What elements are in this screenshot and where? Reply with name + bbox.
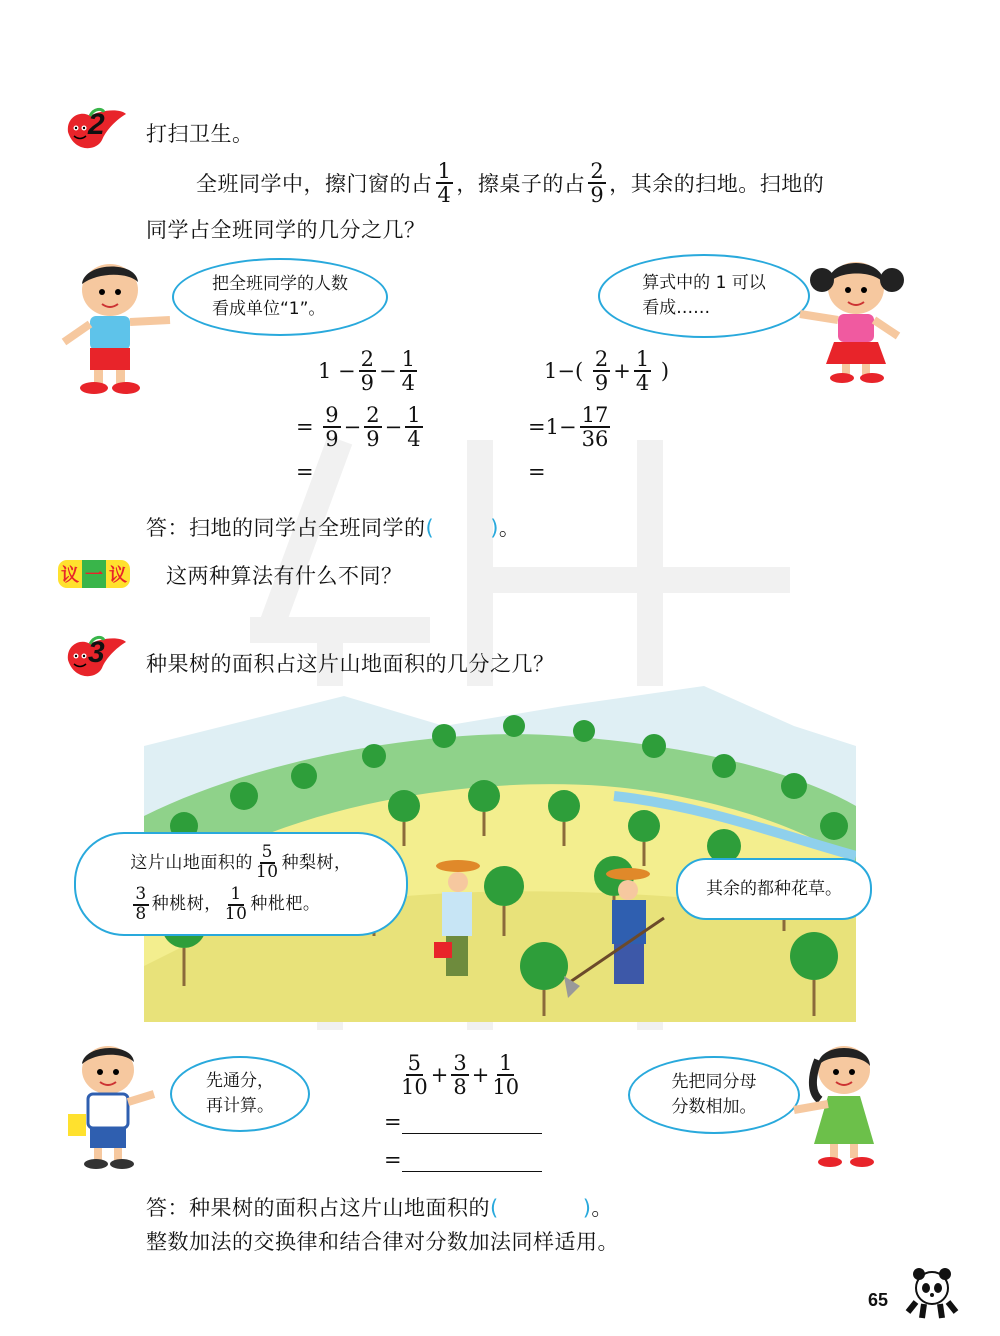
number: 1 xyxy=(318,359,332,384)
fraction: $\frac{3}{8}$ xyxy=(135,884,147,924)
example-2-title: 打扫卫生。 xyxy=(146,122,254,146)
bubble-line: 这片山地面积的 $\frac{5}{10}$ 种梨树， xyxy=(130,842,352,883)
number: 1 xyxy=(544,359,558,384)
fraction: $\frac{2}{9}$ xyxy=(590,159,605,208)
number: 1 xyxy=(545,415,559,440)
fraction: $\frac{2}{9}$ xyxy=(594,347,609,396)
fraction: $\frac{9}{9}$ xyxy=(325,403,339,452)
bubble-line: 先把同分母 xyxy=(671,1072,757,1093)
problem-line-1 xyxy=(196,160,824,206)
girl-figure xyxy=(786,1040,896,1172)
fraction: $\frac{1}{10}$ xyxy=(492,1051,520,1100)
example-number: 2 xyxy=(88,108,105,141)
bubble-line: 把全班同学的人数 xyxy=(212,274,348,295)
fraction: $\frac{3}{8}$ xyxy=(453,1051,467,1100)
fraction: $\frac{1}{4}$ xyxy=(635,347,650,396)
boy-figure xyxy=(58,258,178,396)
fraction: $\frac{1}{4}$ xyxy=(401,347,416,396)
bubble-line: 再计算。 xyxy=(206,1096,274,1116)
fraction: $\frac{1}{4}$ xyxy=(437,159,452,208)
bubble-line: 其余的都种花草。 xyxy=(706,878,842,899)
fraction: $\frac{1}{10}$ xyxy=(224,884,248,924)
example-3-icon xyxy=(60,634,130,686)
bubble-line: 看成单位“1”。 xyxy=(212,299,326,319)
example-2-icon xyxy=(60,106,130,158)
problem-text: ，其余的扫地。扫地的 xyxy=(609,172,825,197)
calc-a-line-1: 1 − $\frac{2}{9}$ − $\frac{1}{4}$ xyxy=(318,347,416,396)
bubble-line: 看成…… xyxy=(642,298,711,318)
fraction: $\frac{2}{9}$ xyxy=(360,347,375,396)
calc-b-line-2: = 1 − $\frac{17}{36}$ xyxy=(528,403,609,452)
calc-3-line-2: = xyxy=(384,1110,542,1134)
speech-bubble xyxy=(172,258,388,336)
fraction: $\frac{2}{9}$ xyxy=(366,403,380,452)
problem-text: ，擦桌子的占 xyxy=(456,172,586,197)
bubble-line: 算式中的 1 可以 xyxy=(642,273,766,294)
fraction: $\frac{5}{10}$ xyxy=(401,1051,428,1100)
calc-3-line-3: = xyxy=(384,1148,542,1172)
calc-3-line-1: $\frac{5}{10}$ + $\frac{3}{8}$ + $\frac{1}{10}$ xyxy=(401,1051,520,1100)
speech-bubble xyxy=(74,832,408,936)
answer-blank[interactable] xyxy=(402,1149,542,1172)
problem-line-2: 同学占全班同学的几分之几？ xyxy=(146,218,426,242)
boy-figure xyxy=(58,1040,168,1172)
fraction: $\frac{5}{10}$ xyxy=(255,842,279,883)
panda-icon xyxy=(902,1262,962,1322)
example-3-title: 种果树的面积占这片山地面积的几分之几？ xyxy=(146,652,555,676)
fraction: $\frac{1}{4}$ xyxy=(407,403,421,452)
fraction: $\frac{17}{36}$ xyxy=(581,403,609,452)
speech-bubble xyxy=(628,1056,800,1134)
speech-bubble xyxy=(676,858,872,920)
example-number: 3 xyxy=(88,636,105,669)
calc-b-line-1: 1 −( $\frac{2}{9}$ + $\frac{1}{4}$ ) xyxy=(544,347,670,396)
bubble-line: 分数相加。 xyxy=(671,1097,757,1117)
girl-figure xyxy=(794,254,914,386)
speech-bubble xyxy=(598,254,810,338)
answer-line: 答：种果树的面积占这片山地面积的( )。 xyxy=(146,1196,613,1220)
bubble-line: 先通分， xyxy=(206,1071,274,1092)
calc-a-line-2: = $\frac{9}{9}$ − $\frac{2}{9}$ − $\frac{1}{4}$ xyxy=(296,403,421,452)
discuss-text: 这两种算法有什么不同？ xyxy=(166,564,403,588)
speech-bubble xyxy=(170,1056,310,1132)
calc-a-line-3: = xyxy=(296,460,314,484)
bubble-line: $\frac{3}{8}$ 种桃树， $\frac{1}{10}$ 种枇杷。 xyxy=(135,884,321,924)
discuss-badge: 议 一 议 xyxy=(58,560,130,588)
rule-text: 整数加法的交换律和结合律对分数加法同样适用。 xyxy=(146,1230,619,1254)
page-number: 65 xyxy=(868,1290,889,1310)
problem-text: 全班同学中，擦门窗的占 xyxy=(196,172,433,197)
calc-b-line-3: = xyxy=(528,460,546,484)
answer-line: 答：扫地的同学占全班同学的( )。 xyxy=(146,516,521,540)
answer-blank[interactable] xyxy=(402,1111,542,1134)
